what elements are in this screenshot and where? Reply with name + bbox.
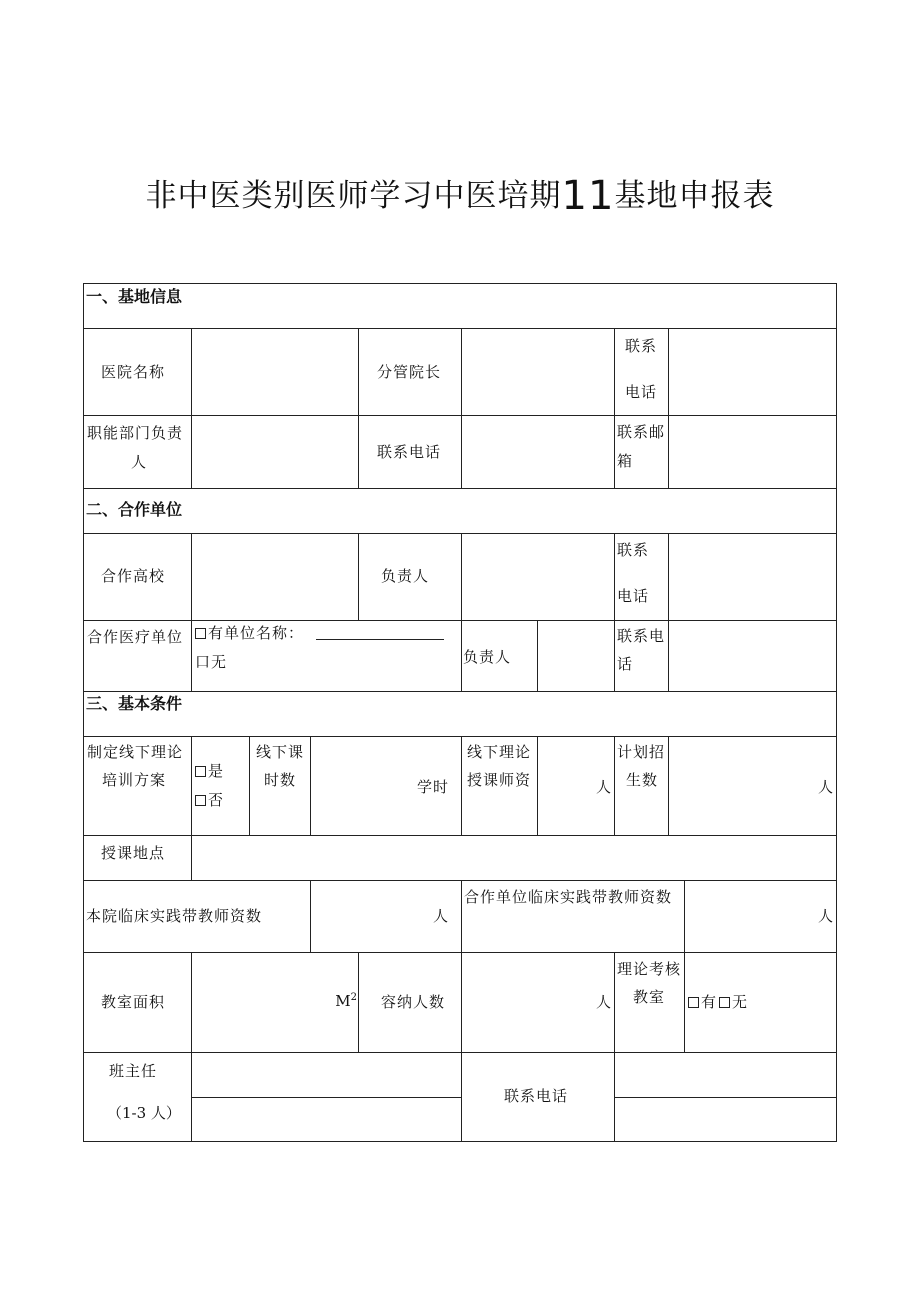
capacity-field[interactable] — [462, 953, 615, 1053]
head-teacher-phone-field-1[interactable] — [615, 1053, 837, 1098]
section-basic-info-title: 一、基地信息 — [86, 287, 183, 306]
dept-head-label-cell: 职能部门负责 人 — [84, 416, 192, 489]
college-responsible-label-cell: 负责人 — [359, 534, 462, 621]
class-hours-unit: 学时 — [416, 778, 449, 796]
college-phone-label-cell: 联系 电话 — [615, 534, 669, 621]
plan-no-checkbox[interactable] — [195, 795, 206, 806]
section-conditions-title: 三、基本条件 — [86, 694, 183, 713]
application-form-table — [83, 283, 837, 1142]
area-unit: $M^2$ — [335, 992, 357, 1010]
head-teacher-phone-label-cell: 联系电话 — [462, 1053, 615, 1142]
own-teachers-unit: 人 — [432, 907, 449, 925]
dept-phone-label-cell: 联系电话 — [359, 416, 462, 489]
class-hours-label-cell: 线下课 时数 — [250, 737, 311, 836]
college-responsible-field[interactable] — [462, 534, 615, 621]
partner-college-label-cell: 合作高校 — [84, 534, 192, 621]
enrollment-label-cell: 计划招 生数 — [615, 737, 669, 836]
partner-college-field[interactable] — [192, 534, 359, 621]
section-conditions-row — [84, 692, 837, 737]
head-teacher-label-cell: 班主任 （1-3 人） — [84, 1053, 192, 1142]
teachers-unit: 人 — [595, 778, 612, 796]
plan-no-option[interactable]: 否 — [195, 793, 224, 808]
contact-phone-label-cell: 联系 电话 — [615, 329, 669, 416]
training-plan-options-cell — [192, 737, 250, 836]
exam-room-no-checkbox[interactable] — [719, 997, 730, 1008]
classroom-area-label-cell: 教室面积 — [84, 953, 192, 1053]
plan-yes-checkbox[interactable] — [195, 766, 206, 777]
medical-phone-field[interactable] — [669, 621, 837, 692]
training-plan-label-cell: 制定线下理论 培训方案 — [84, 737, 192, 836]
partner-teachers-unit: 人 — [817, 907, 834, 925]
hospital-name-field[interactable] — [192, 329, 359, 416]
section-partner-row — [84, 489, 837, 534]
location-field[interactable] — [192, 836, 837, 881]
medical-phone-label-cell: 联系电 话 — [615, 621, 669, 692]
hospital-name-label-cell: 医院名称 — [84, 329, 192, 416]
email-field[interactable] — [669, 416, 837, 489]
partner-teachers-field[interactable] — [685, 881, 837, 953]
partner-unit-no-option[interactable]: 口无 — [195, 653, 228, 671]
partner-unit-yes-option[interactable]: 有单位名称： — [195, 626, 304, 641]
unit-name-input-line[interactable] — [316, 629, 444, 640]
head-teacher-phone-field-2[interactable] — [615, 1098, 837, 1142]
partner-medical-label-cell: 合作医疗单位 — [84, 621, 192, 692]
dept-phone-field[interactable] — [462, 416, 615, 489]
capacity-unit: 人 — [595, 993, 612, 1011]
section-partner-title: 二、合作单位 — [86, 500, 183, 519]
class-hours-field[interactable] — [311, 737, 462, 836]
dept-head-field[interactable] — [192, 416, 359, 489]
contact-phone-field[interactable] — [669, 329, 837, 416]
college-phone-field[interactable] — [669, 534, 837, 621]
medical-responsible-field[interactable] — [538, 621, 615, 692]
theory-teachers-label-cell: 线下理论 授课师资 — [462, 737, 538, 836]
theory-teachers-field[interactable] — [538, 737, 615, 836]
location-label-cell: 授课地点 — [84, 836, 192, 881]
page-title: 非中医类别医师学习中医培期11基地申报表 — [145, 173, 775, 219]
enrollment-unit: 人 — [817, 778, 834, 796]
section-basic-info-row — [84, 284, 837, 329]
own-teachers-label-cell: 本院临床实践带教师资数 — [84, 881, 311, 953]
head-teacher-field-1[interactable] — [192, 1053, 462, 1098]
has-unit-checkbox[interactable] — [195, 628, 206, 639]
exam-room-options-cell — [685, 953, 837, 1053]
classroom-area-field[interactable] — [192, 953, 359, 1053]
capacity-label-cell: 容纳人数 — [359, 953, 462, 1053]
partner-teachers-label-cell: 合作单位临床实践带教师资数 — [462, 881, 685, 953]
partner-medical-options-cell — [192, 621, 462, 692]
email-label-cell: 联系邮 箱 — [615, 416, 669, 489]
enrollment-field[interactable] — [669, 737, 837, 836]
vice-president-field[interactable] — [462, 329, 615, 416]
vice-president-label-cell: 分管院长 — [359, 329, 462, 416]
own-teachers-field[interactable] — [311, 881, 462, 953]
exam-room-yes-option[interactable]: 有 无 — [688, 995, 748, 1010]
exam-room-label-cell: 理论考核 教室 — [615, 953, 685, 1053]
exam-room-yes-checkbox[interactable] — [688, 997, 699, 1008]
head-teacher-field-2[interactable] — [192, 1098, 462, 1142]
plan-yes-option[interactable]: 是 — [195, 764, 224, 779]
medical-responsible-label-cell: 负责人 — [462, 621, 538, 692]
